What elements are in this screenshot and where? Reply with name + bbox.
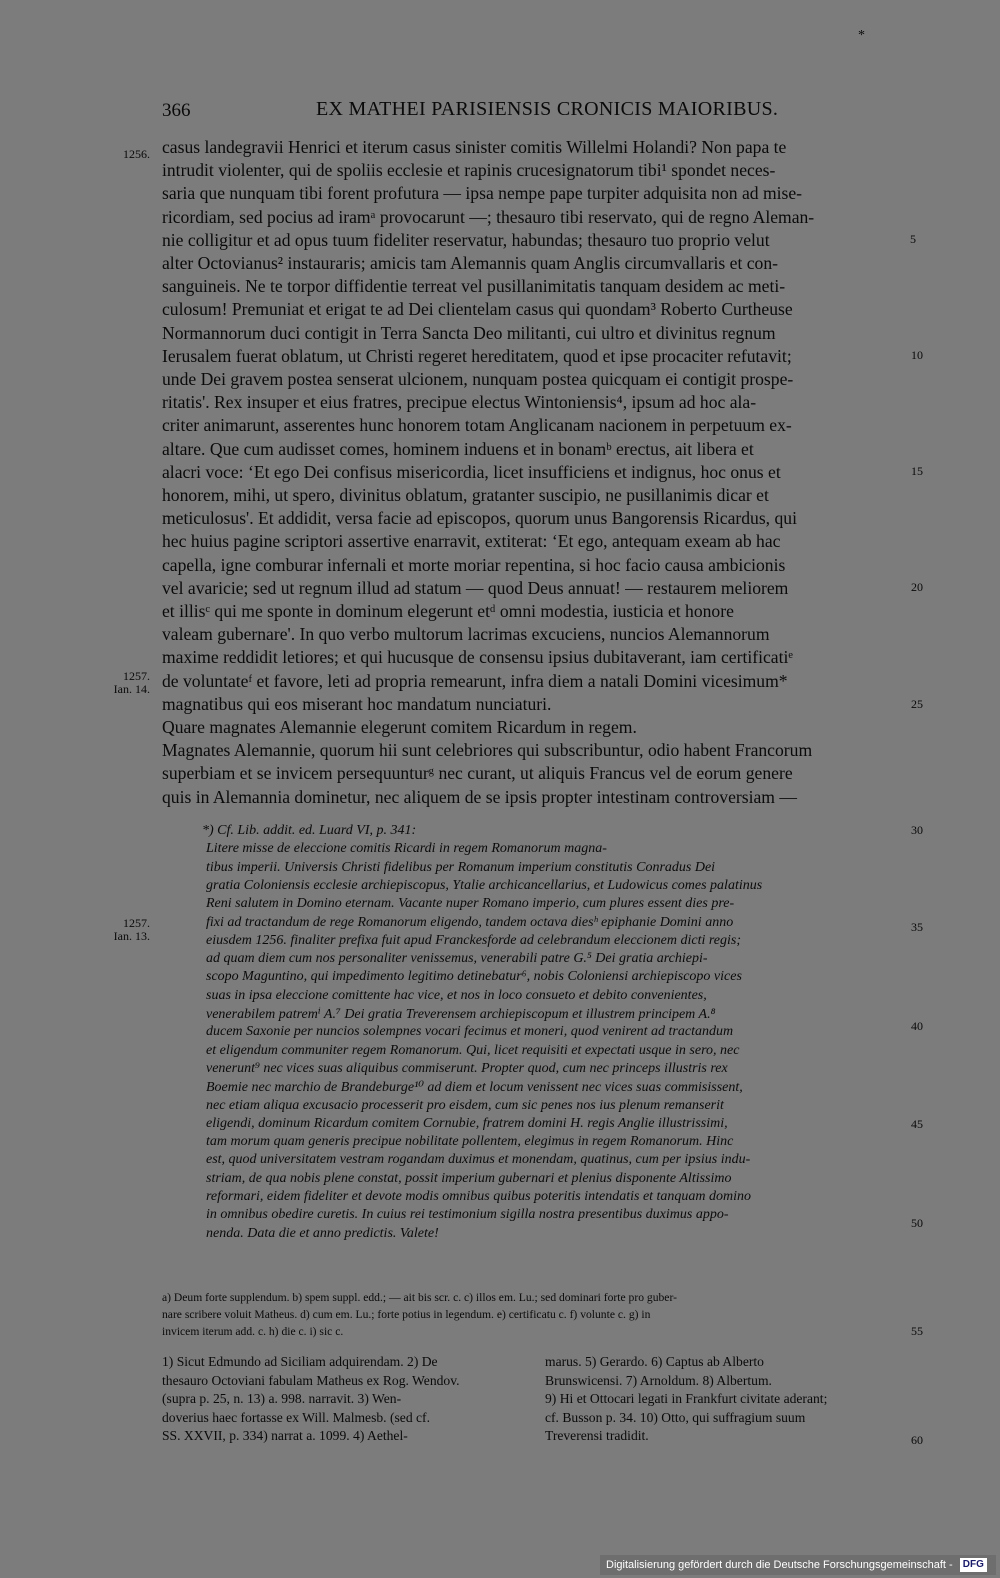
body-line: ricordiam, sed pocius ad iramᵃ provocarunt —; thesauro tibi reservato, qui de regno Aleman- xyxy=(162,206,815,227)
note-line: striam, de qua nobis plene constat, possit imperium gubernari et plenius disponente Altissimo xyxy=(206,1170,732,1186)
body-line: valeam gubernare'. In quo verbo multorum lacrimas excuciens, nuncios Alemannorum xyxy=(162,624,770,645)
ref-line: Brunswicensi. 7) Arnoldum. 8) Albertum. xyxy=(545,1372,772,1388)
body-line: magnatibus qui eos miserant hoc mandatum nunciaturi. xyxy=(162,693,552,714)
body-line: superbiam et se invicem persequunturᵍ nec curant, ut aliquis Francus vel de eorum genere xyxy=(162,763,793,784)
ref-line: (supra p. 25, n. 13) a. 998. narravit. 3) Wen- xyxy=(162,1391,402,1407)
ref-line: thesauro Octoviani fabulam Matheus ex Rog. Wendov. xyxy=(162,1372,460,1388)
note-line: scopo Maguntino, qui impedimento legitimo detinebatur⁶, nobis Coloniensi archiepiscopo vices xyxy=(206,969,742,985)
note-line: ducem Saxonie per nuncios solempnes vocari fecimus et moneri, quod venirent ad tractandum xyxy=(206,1024,734,1040)
running-title: EX MATHEI PARISIENSIS CRONICIS MAIORIBUS. xyxy=(316,98,779,120)
body-line: saria que nunquam tibi forent profutura — ipsa nempe pape turpiter adquisita non ad mise- xyxy=(162,183,803,204)
margin-date-year: 1257. xyxy=(123,669,150,683)
dfg-logo: DFG xyxy=(960,1558,987,1572)
ref-line: doverius haec fortasse ex Will. Malmesb. (sed cf. xyxy=(162,1409,430,1425)
body-line: unde Dei gravem postea senserat ulcionem, nunquam postea quicquam ei contigit prospe- xyxy=(162,369,794,389)
body-line: maxime reddidit letiores; et qui hucusque de consensu ipsius dubitaverant, iam certificatiᵉ xyxy=(162,647,793,668)
note-line: reformari, eidem fideliter et devote modis omnibus quibus poteritis intendatis et tanquam domino xyxy=(206,1189,752,1204)
body-line: et illisᶜ qui me sponte in dominum elegerunt etᵈ omni modestia, iusticia et honore xyxy=(162,601,734,621)
body-line: Ierusalem fuerat oblatum, ut Christi regeret hereditatem, quod et ipse procaciter refutavit; xyxy=(162,345,792,366)
margin-date xyxy=(104,917,150,943)
body-line: quis in Alemannia dominetur, nec aliquem de se ipsis propter intestinam controversiam — xyxy=(162,786,797,807)
ref-line: cf. Busson p. 34. 10) Otto, qui suffragium suum xyxy=(545,1409,806,1425)
ref-line: 9) Hi et Ottocari legati in Frankfurt civitate aderant; xyxy=(545,1391,828,1407)
body-line: hec huius pagine scriptori assertive enarravit, extiterat: ‘Et ego, antequam exeam ab hac xyxy=(162,531,781,552)
note-line: *) Cf. Lib. addit. ed. Luard VI, p. 341: xyxy=(202,823,417,838)
line-number: 50 xyxy=(911,1216,923,1230)
line-number: 60 xyxy=(911,1433,923,1447)
fn-line: a) Deum forte supplendum. b) spem suppl. edd.; — ait bis scr. c. c) illos em. Lu.; sed dominari forte pro guber- xyxy=(162,1291,677,1304)
margin-date-year: 1257. xyxy=(123,916,150,930)
margin-date-day: Ian. 14. xyxy=(113,682,150,696)
note-line: nenda. Data die et anno predictis. Valete! xyxy=(206,1225,439,1241)
note-line: eligendi, dominum Ricardum comitem Cornubie, fratrem domini H. regis Anglie illustrissimi, xyxy=(206,1115,728,1131)
body-line: intrudit violenter, qui de spoliis ecclesie et rapinis crucesignatorum tibi¹ spondet neces- xyxy=(162,160,776,181)
note-line: est, quod universitatem vestram rogandam duximus et monendam, quatinus, cum per ipsius indu- xyxy=(206,1152,751,1168)
note-line: et eligendum communiter regem Romanorum. Qui, licet requisiti et expectati usque in sero, nec xyxy=(206,1042,740,1058)
body-line: alter Octovianus² instauraris; amicis tam Alemannis quam Anglis circumvallaris et con- xyxy=(162,253,779,273)
corner-mark: * xyxy=(858,28,865,43)
note-line: Boemie nec marchio de Brandeburge¹⁰ ad diem et locum venissent nec vices suas commisissent, xyxy=(206,1080,743,1096)
note-line: Litere misse de eleccione comitis Ricardi in regem Romanorum magna- xyxy=(206,841,607,857)
body-line: alacri voce: ‘Et ego Dei confisus misericordia, licet insufficiens et indignus, hoc onus et xyxy=(162,461,781,482)
body-line: Normannorum duci contigit in Terra Sancta Deo militanti, cui ultro et divinitus regnum xyxy=(162,322,776,343)
body-line: sanguineis. Ne te torpor diffidentie terreat vel pusillanimitatis tanquam desidem ac meti- xyxy=(162,276,786,297)
body-line: altare. Que cum audisset comes, hominem induens et in bonamᵇ erectus, ait libera et xyxy=(162,438,754,459)
body-line: criter animarunt, asserentes hunc honorem totam Anglicanam nacionem in perpetuum ex- xyxy=(162,415,792,436)
note-line: Reni salutem in Domino eternam. Vacante nuper Romano imperio, cum plures essent dies pre- xyxy=(206,896,735,912)
note-line: suas in ipsa eleccione comittente hac vice, et nos in loco consueto et debito convenientes, xyxy=(206,987,707,1003)
body-line: Magnates Alemannie, quorum hii sunt celebriores qui subscribuntur, odio habent Francorum xyxy=(162,740,813,761)
line-number: 45 xyxy=(911,1117,923,1131)
page-number: 366 xyxy=(162,100,191,121)
note-line: venerunt⁹ nec vices suas aliquibus commiserunt. Propter quod, cum nec princeps illustris rex xyxy=(206,1060,728,1076)
line-number: 40 xyxy=(911,1019,923,1033)
note-line: fixi ad tractandum de rege Romanorum eligendo, tandem octava diesʰ epiphanie Domini anno xyxy=(206,914,734,930)
note-line: gratia Coloniensis ecclesie archiepiscopus, Ytalie archicancellarius, et Ludowicus comes palatinus xyxy=(206,877,763,893)
ref-line: SS. XXVII, p. 334) narrat a. 1099. 4) Aethel- xyxy=(162,1428,408,1444)
note-line: in omnibus obedire curetis. In cuius rei testimonium sigilla nostra presentibus duximus appo- xyxy=(206,1207,729,1223)
body-line: ritatis'. Rex insuper et eius fratres, precipue electus Wintoniensis⁴, ipsum ad hoc ala- xyxy=(162,392,757,413)
margin-date-year: 1256. xyxy=(123,147,150,161)
line-number: 25 xyxy=(911,697,923,711)
note-line: eiusdem 1256. finaliter prefixa fuit apud Franckesforde ad celebrandum eleccionem dicti regis; xyxy=(206,932,741,948)
margin-date xyxy=(104,670,150,696)
body-line: capella, igne comburar infernali et morte moriar repentina, si hoc facio causa ambicionis xyxy=(162,554,786,575)
line-number: 10 xyxy=(911,348,923,362)
body-line: vel avaricie; sed ut regnum illud ad statum — quod Deus annuat! — restaurem meliorem xyxy=(162,577,789,598)
body-line: Quare magnates Alemannie elegerunt comitem Ricardum in regem. xyxy=(162,717,637,737)
line-number: 35 xyxy=(911,920,923,934)
ref-line: Treverensi tradidit. xyxy=(545,1428,649,1444)
line-number: 15 xyxy=(911,464,923,478)
body-line: meticulosus'. Et addidit, versa facie ad episcopos, quorum unus Bangorensis Ricardus, qui xyxy=(162,508,797,529)
note-line: venerabilem patremⁱ A.⁷ Dei gratia Treverensem archiepiscopum et illustrem principem A.⁸ xyxy=(206,1007,716,1022)
ref-line: 1) Sicut Edmundo ad Siciliam adquirendam. 2) De xyxy=(162,1354,438,1369)
body-line: casus landegravii Henrici et iterum casus sinister comitis Willelmi Holandi? Non papa te xyxy=(162,137,787,157)
body-line: de voluntateᶠ et favore, leti ad propria remearunt, infra diem a natali Domini vicesimum* xyxy=(162,670,788,691)
body-line: nie colligitur et ad opus tuum fideliter reservatur, habundas; thesauro tuo proprio velut xyxy=(162,229,770,250)
note-line: nec etiam aliqua excusacio processerit pro eisdem, cum sic penes nos ius plenum remanserit xyxy=(206,1097,724,1113)
margin-date-day: Ian. 13. xyxy=(113,929,150,943)
digitization-text: Digitalisierung gefördert durch die Deutsche Forschungsgemeinschaft - xyxy=(606,1559,953,1571)
margin-date xyxy=(112,148,150,161)
body-line: culosum! Premuniat et erigat te ad Dei clientelam casus qui quondam³ Roberto Curtheuse xyxy=(162,299,793,320)
line-number: 20 xyxy=(911,580,923,594)
fn-line: invicem iterum add. c. h) die c. i) sic c. xyxy=(162,1324,344,1338)
note-line: tam morum quam generis precipue nobilitate pollentem, elegimus in regem Romanorum. Hinc xyxy=(206,1134,734,1150)
fn-line: nare scribere voluit Matheus. d) cum em. Lu.; forte potius in legendum. e) certificatu c. f) volunte c. g) in xyxy=(162,1307,651,1321)
line-number: 55 xyxy=(911,1324,923,1338)
line-number: 30 xyxy=(911,823,923,837)
digitization-notice xyxy=(600,1555,996,1575)
note-line: tibus imperii. Universis Christi fidelibus per Romanum imperium constitutis Conradus Dei xyxy=(206,859,716,875)
ref-line: marus. 5) Gerardo. 6) Captus ab Alberto xyxy=(545,1354,764,1369)
body-line: honorem, mihi, ut spero, divinitus oblatum, gratanter suscipio, ne pusillanimis dicar et xyxy=(162,485,769,505)
note-line: ad quam diem cum nos personaliter venissemus, venerabili patre G.⁵ Dei gratia archiepi- xyxy=(206,951,708,967)
line-number: 5 xyxy=(910,232,916,246)
